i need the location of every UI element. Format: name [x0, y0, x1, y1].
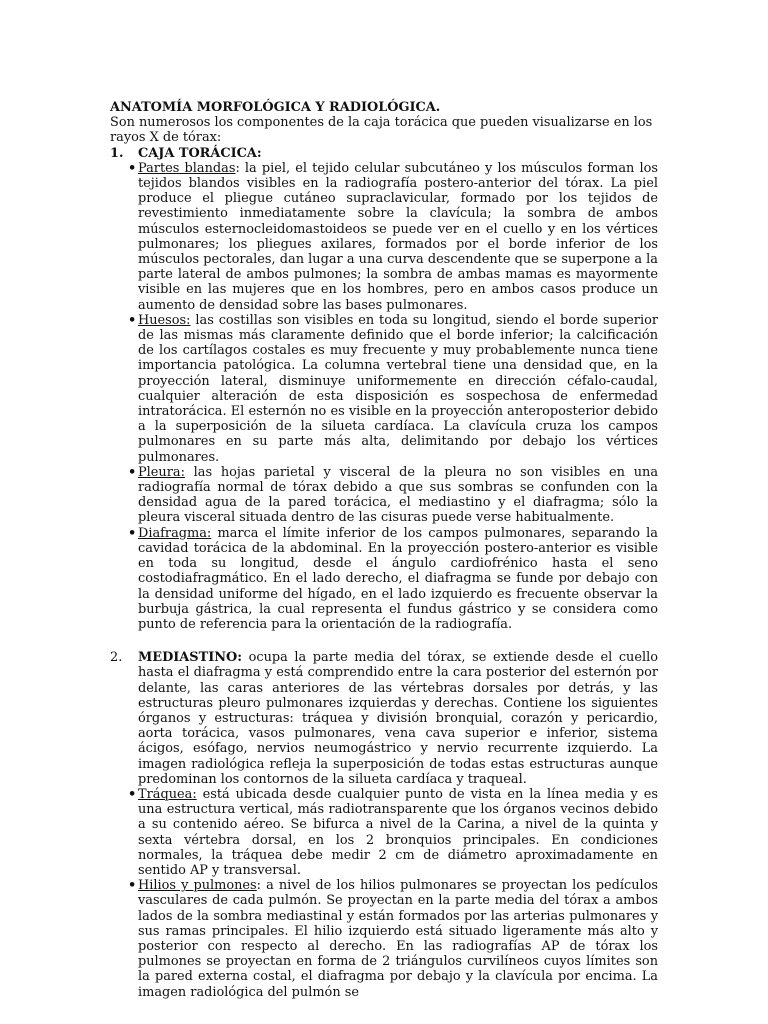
- item-term: Partes blandas: [138, 160, 236, 176]
- list-item-hilios-pulmones: [110, 878, 658, 1000]
- section-1-list: [110, 161, 658, 632]
- list-item-pleura: [110, 465, 658, 526]
- list-item-diafragma: [110, 526, 658, 632]
- item-text: : a nivel de los hilios pulmonares se proyectan los pedículos vasculares de cada pulmón. Se proyectan en la parte media del tórax a ambos lados de la sombra mediastinal y están formados por las arterias pulmonares y sus ramas principales. El hilio izquierdo está situado ligeramente más alto y posterior con respecto al derecho. En las radiografías AP de tórax los pulmones se proyectan en forma de 2 triángulos curvilíneos cuyos límites son la pared externa costal, el diafragma por debajo y la clavícula por encima. La imagen radiológica del pulmón se: [138, 878, 658, 1000]
- document-title: ANATOMÍA MORFOLÓGICA Y RADIOLÓGICA.: [110, 100, 441, 115]
- section-2-list: [110, 787, 658, 1000]
- list-item-huesos: [110, 313, 658, 465]
- section-2-text: ocupa la parte media del tórax, se extiende desde el cuello hasta el diafragma y está comprendido entre la cara posterior del esternón por delante, las caras anteriores de las vértebras dorsales por detrás, y las estructuras pleuro pulmonares izquierdas y derechas. Contiene los siguientes órganos y estructuras: tráquea y división bronquial, corazón y pericardio, aorta torácica, vasos pulmonares, vena cava superior e inferior, sistema ácigos, esófago, nervios neumogástrico y nervio recurrente izquierdo. La imagen radiológica refleja la superposición de todas estas estructuras aunque predominan los contornos de la silueta cardíaca y traqueal.: [138, 650, 658, 787]
- item-text: las costillas son visibles en toda su longitud, siendo el borde superior de las mismas más claramente definido que el borde inferior; la calcificación de los cartílagos costales es muy frecuente y muy probablemente nunca tiene importancia patológica. La columna vertebral tiene una densidad que, en la proyección lateral, disminuye uniformemente en dirección céfalo-caudal, cualquier alteración de esta disposición es sospechosa de enfermedad intratorácica. El esternón no es visible en la proyección anteroposterior debido a la superposición de la silueta cardíaca. La clavícula cruza los campos pulmonares en su parte más alta, delimitando por debajo los vértices pulmonares.: [138, 312, 658, 465]
- bullet-icon: •: [128, 878, 137, 894]
- bullet-icon: •: [128, 312, 137, 328]
- bullet-icon: •: [128, 464, 137, 480]
- section-spacer: [110, 632, 658, 647]
- section-2-paragraph: [138, 650, 658, 787]
- section-1-title: CAJA TORÁCICA:: [138, 145, 262, 161]
- item-text: está ubicada desde cualquier punto de vista en la línea media y es una estructura vertical, más radiotransparente que los órganos vecinos debido a su contenido aéreo. Se bifurca a nivel de la Carina, a nivel de la quinta y sexta vértebra dorsal, en los 2 bronquios principales. En condiciones normales, la tráquea debe medir 2 cm de diámetro aproximadamente en sentido AP y transversal.: [138, 786, 658, 878]
- item-term: Tráquea:: [138, 786, 197, 802]
- bullet-icon: •: [128, 525, 137, 541]
- item-term: Hilios y pulmones: [138, 878, 257, 894]
- document-page: [110, 100, 658, 1000]
- list-item-traquea: [110, 787, 658, 878]
- item-term: Pleura:: [138, 464, 185, 480]
- item-text: las hojas parietal y visceral de la pleura no son visibles en una radiografía normal de tórax debido a que sus sombras se confunden con la densidad agua de la pared torácica, el mediastino y el diafragma; sólo la pleura visceral situada dentro de las cisuras puede verse habitualmente.: [138, 464, 658, 526]
- section-1-heading: [110, 146, 658, 161]
- section-2: [110, 650, 658, 787]
- item-text: : la piel, el tejido celular subcutáneo y los músculos forman los tejidos blandos visibles en la radiografía postero-anterior del tórax. La piel produce el pliegue cutáneo supraclavicular, formado por los tejidos de revestimiento inmediatamente sobre la clavícula; la sombra de ambos músculos esternocleidomastoideos se puede ver en el cuello y en los vértices pulmonares; los pliegues axilares, formados por el borde inferior de los músculos pectorales, dan lugar a una curva descendente que se superpone a la parte lateral de ambos pulmones; la sombra de ambas mamas es mayormente visible en las mujeres que en los hombres, pero en ambos casos produce un aumento de densidad sobre las bases pulmonares.: [138, 160, 658, 313]
- item-text: marca el límite inferior de los campos pulmonares, separando la cavidad torácica de la abdominal. En la proyección postero-anterior es visible en toda su longitud, desde el ángulo cardiofrénico hasta el seno costodiafragmático. En el lado derecho, el diafragma se funde por debajo con la densidad uniforme del hígado, en el lado izquierdo es frecuente observar la burbuja gástrica, la cual representa el fundus gástrico y se considera como punto de referencia para la orientación de la radiografía.: [138, 525, 658, 632]
- intro-paragraph: Son numerosos los componentes de la caja torácica que pueden visualizarse en los rayos X de tórax:: [110, 115, 653, 146]
- item-term: Huesos:: [138, 312, 191, 328]
- section-2-title: MEDIASTINO:: [138, 650, 243, 666]
- item-term: Diafragma:: [138, 525, 212, 541]
- bullet-icon: •: [128, 786, 137, 802]
- bullet-icon: •: [128, 160, 137, 176]
- list-item-partes-blandas: [110, 161, 658, 313]
- section-2-number: 2.: [110, 650, 123, 666]
- section-1-number: 1.: [110, 145, 124, 161]
